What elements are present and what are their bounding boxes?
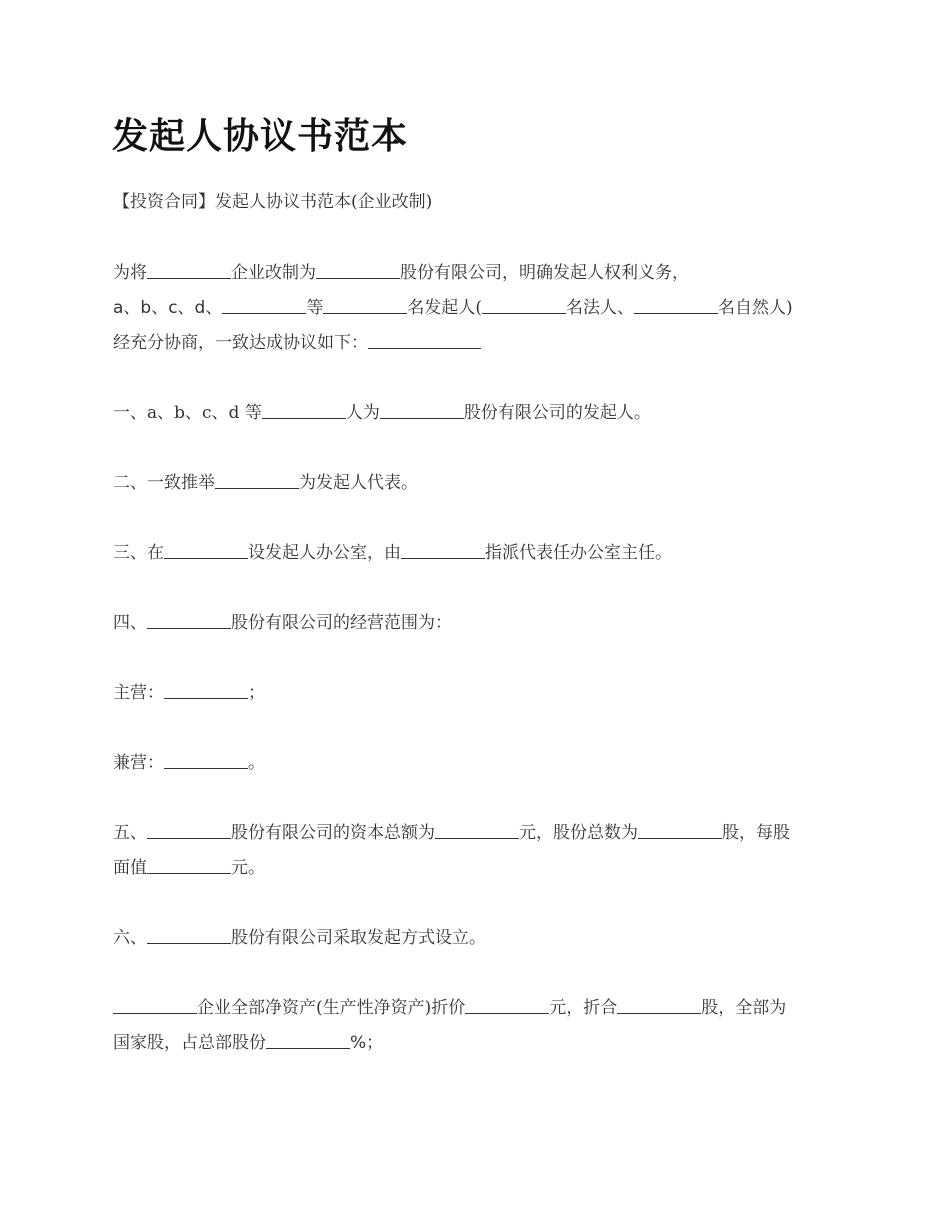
- text-segment: 名自然人): [718, 298, 793, 318]
- text-segment: 面值: [113, 858, 147, 878]
- text-segment: 企业改制为: [231, 263, 316, 283]
- text-segment: 五、: [113, 823, 147, 843]
- fill-in-blank[interactable]: [164, 751, 248, 769]
- text-segment: 二、一致推举: [113, 473, 215, 493]
- text-segment: 元，股份总数为: [519, 823, 638, 843]
- text-segment: 兼营：: [113, 753, 164, 773]
- clause-5-line-2: [113, 852, 843, 884]
- text-segment: 股份有限公司的发起人。: [463, 403, 651, 423]
- clause-4: [113, 607, 843, 639]
- text-segment: 元，折合: [549, 998, 618, 1018]
- fill-in-blank[interactable]: [147, 926, 231, 944]
- clause-1: [113, 397, 843, 429]
- clause-3: [113, 537, 843, 569]
- text-segment: 股份有限公司的经营范围为：: [231, 613, 452, 633]
- fill-in-blank[interactable]: [147, 611, 231, 629]
- text-segment: 为将: [113, 263, 147, 283]
- text-segment: ；: [248, 683, 265, 703]
- fill-in-blank[interactable]: [164, 541, 248, 559]
- text-segment: 股份有限公司的资本总额为: [231, 823, 435, 843]
- main-business-line: [113, 677, 843, 709]
- fill-in-blank[interactable]: [465, 996, 549, 1014]
- fill-in-blank[interactable]: [368, 331, 481, 349]
- text-segment: 国家股，占总部股份: [113, 1033, 266, 1053]
- text-segment: 一、a、b、c、d 等: [113, 403, 262, 423]
- fill-in-blank[interactable]: [147, 261, 231, 279]
- assets-line-2: [113, 1027, 843, 1059]
- text-segment: 名法人、: [566, 298, 634, 318]
- text-segment: %；: [350, 1033, 384, 1053]
- text-segment: 股，全部为: [701, 998, 787, 1018]
- document-title: 发起人协议书范本: [112, 115, 409, 157]
- assets-line-1: [113, 992, 843, 1024]
- text-segment: 四、: [113, 613, 147, 633]
- fill-in-blank[interactable]: [262, 401, 346, 419]
- text-segment: 主营：: [113, 683, 164, 703]
- clause-5-line-1: [113, 817, 843, 849]
- clause-2: [113, 467, 843, 499]
- fill-in-blank[interactable]: [147, 856, 231, 874]
- document-subtitle: [113, 186, 843, 218]
- fill-in-blank[interactable]: [164, 681, 248, 699]
- fill-in-blank[interactable]: [222, 296, 306, 314]
- text-segment: 人为: [345, 403, 380, 423]
- text-segment: 股份有限公司，明确发起人权利义务，: [400, 263, 689, 283]
- text-segment: 名发起人(: [407, 298, 482, 318]
- clause-6: [113, 922, 843, 954]
- fill-in-blank[interactable]: [215, 471, 299, 489]
- preamble-line-3: [113, 327, 843, 359]
- fill-in-blank[interactable]: [113, 996, 197, 1014]
- side-business-line: [113, 747, 843, 779]
- text-segment: 指派代表任办公室主任。: [485, 543, 672, 563]
- text-segment: 为发起人代表。: [299, 473, 418, 493]
- fill-in-blank[interactable]: [323, 296, 407, 314]
- text-segment: 。: [248, 753, 265, 773]
- fill-in-blank[interactable]: [634, 296, 718, 314]
- text-segment: 经充分协商，一致达成协议如下：: [113, 333, 368, 353]
- fill-in-blank[interactable]: [435, 821, 519, 839]
- fill-in-blank[interactable]: [638, 821, 722, 839]
- text-segment: 股份有限公司采取发起方式设立。: [231, 928, 486, 948]
- fill-in-blank[interactable]: [482, 296, 566, 314]
- text-segment: 企业全部净资产(生产性净资产)折价: [197, 998, 466, 1018]
- fill-in-blank[interactable]: [380, 401, 464, 419]
- preamble-line-2: [113, 292, 843, 324]
- text-segment: 三、在: [113, 543, 164, 563]
- text-segment: 股，每股: [722, 823, 790, 843]
- fill-in-blank[interactable]: [617, 996, 701, 1014]
- text-segment: 六、: [113, 928, 147, 948]
- text-segment: 设发起人办公室，由: [248, 543, 401, 563]
- fill-in-blank[interactable]: [401, 541, 485, 559]
- subtitle-text: 【投资合同】发起人协议书范本(企业改制): [113, 192, 433, 212]
- text-segment: 元。: [231, 858, 265, 878]
- preamble-line-1: [113, 257, 843, 289]
- text-segment: 等: [306, 298, 324, 318]
- fill-in-blank[interactable]: [266, 1031, 350, 1049]
- fill-in-blank[interactable]: [147, 821, 231, 839]
- text-segment: a、b、c、d、: [113, 298, 223, 318]
- fill-in-blank[interactable]: [316, 261, 400, 279]
